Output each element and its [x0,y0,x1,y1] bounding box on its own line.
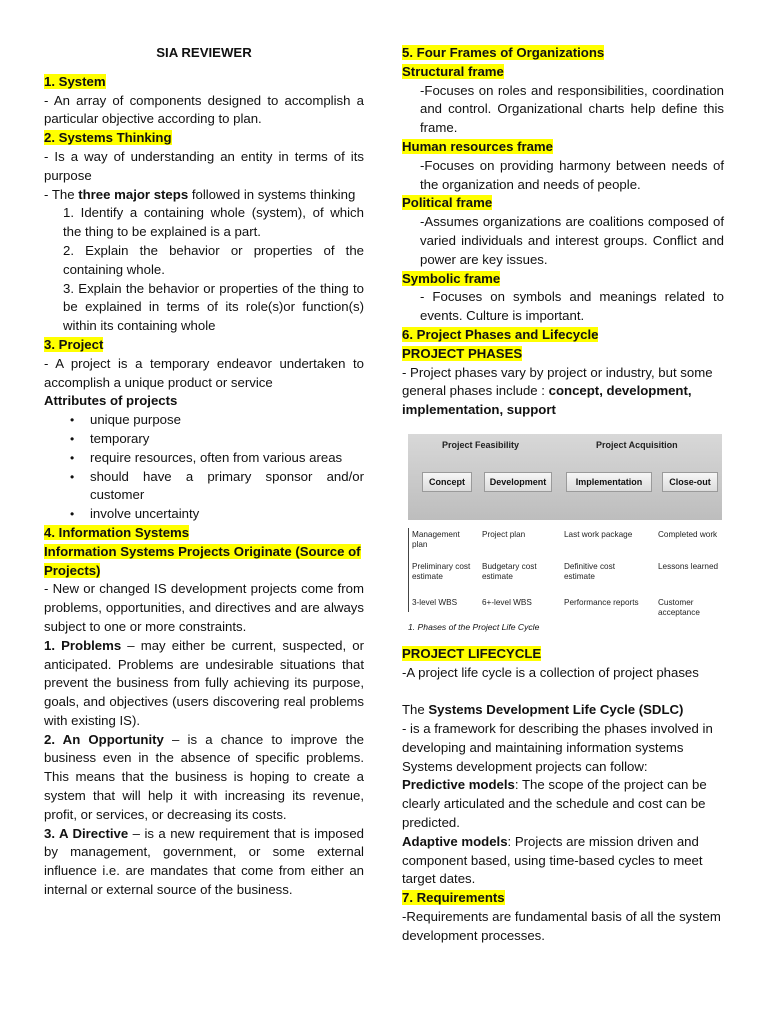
predictive-label: Predictive models [402,777,515,793]
opportunity-paragraph [44,731,364,825]
section-4-heading: 4. Information Systems [44,524,190,540]
deliverable-cell: Definitive cost estimate [564,561,615,581]
human-resources-frame-text: -Focuses on providing harmony between needs of the organization and needs of people. [420,157,724,192]
spacer [402,682,724,701]
problems-label: 1. Problems [44,637,122,653]
section-1-text: - An array of components designed to accomplish a particular objective according to plan. [44,92,364,127]
political-frame-text: -Assumes organizations are coalitions composed of varied individuals and interest groups. Conflict and power are key issues. [420,214,724,267]
sdlc-text: - is a framework for describing the phases involved in developing and maintaining information systems [402,720,713,755]
section-2-text: - Is a way of understanding an entity in terms of its purpose [44,148,364,183]
section-2-steps-intro [44,186,364,205]
step-item: 2. Explain the behavior or properties of the containing whole. [63,242,364,277]
section-5-heading: 5. Four Frames of Organizations [402,45,605,60]
steps-intro-pre: - The [44,186,79,202]
phase-box-close-out: Close-out [662,472,718,492]
phase-box-concept: Concept [422,472,472,492]
opportunity-label: 2. An Opportunity [44,731,164,747]
problems-paragraph [44,637,364,731]
step-item: 1. Identify a containing whole (system), of which the thing to be explained is a part. [63,205,364,240]
attributes-list [44,411,364,524]
deliverable-cell: Management plan [412,529,460,549]
list-item: • temporary [90,430,364,449]
project-lifecycle-text: -A project life cycle is a collection of project phases [402,664,699,680]
phases-text: - Project phases vary by project or industry, but some general phases include : [402,364,713,399]
structural-frame-text: -Focuses on roles and responsibilities, coordination and control. Organizational charts help define this frame. [420,82,724,136]
phases-list: concept, development, implementation, support [402,383,692,418]
acquisition-header: Project Acquisition [596,439,678,450]
steps-intro-post: followed in systems thinking [188,186,356,202]
deliverable-cell: Preliminary cost estimate [412,561,471,581]
directive-label: 3. A Directive [44,825,129,841]
adaptive-models-paragraph [402,833,724,889]
steps-intro-bold: three major steps [78,186,189,202]
left-column [44,44,364,900]
deliverable-cell: Last work package [564,529,633,539]
figure-caption: 1. Phases of the Project Life Cycle [408,621,540,632]
project-phases-heading: PROJECT PHASES [402,345,523,361]
directive-text: – is a new requirement that is imposed by management, government, or some external influence i.e. are mandates that come from either an internal or external source of the business. [44,825,364,898]
directive-paragraph [44,825,364,900]
section-3-text: - A project is a temporary endeavor undertaken to accomplish a unique product or service [44,355,364,390]
section-3-heading: 3. Project [44,336,104,352]
section-4-text: - New or changed IS development projects come from problems, opportunities, and directives and are always subject to one or more constraints. [44,581,364,634]
political-frame-heading: Political frame [402,195,493,211]
feasibility-header: Project Feasibility [442,439,520,450]
deliverable-cell: Customer acceptance [658,597,700,617]
sdlc-follow: Systems development projects can follow: [402,758,648,774]
predictive-text: : The scope of the project can be clearly articulated and the schedule and cost can be predicted. [402,777,707,830]
deliverable-cell: 6+-level WBS [482,597,532,607]
sdlc-line [402,701,724,720]
section-1-heading: 1. System [44,73,106,89]
list-item: • involve uncertainty [90,505,364,524]
sdlc-pre: The [402,702,429,718]
list-item: • require resources, often from various areas [90,449,364,468]
human-resources-frame-heading: Human resources frame [402,138,553,154]
opportunity-text: – is a chance to improve the business even in the absence of specific problems. This means that the business is hoping to create a system that will help it with increasing its revenue, profit, or services, or decreasing its costs. [44,731,364,822]
document-title: SIA REVIEWER [156,45,252,60]
problems-text: – may either be current, suspected, or anticipated. Problems are undesirable situations that prevent the business from fully achieving its purpose, goals, and objectives (users discovering real problems with existing IS). [44,637,365,728]
symbolic-frame-heading: Symbolic frame [402,270,501,286]
deliverable-cell: Project plan [482,529,526,539]
deliverable-cell: Completed work [658,529,718,539]
project-phases-text [402,364,724,420]
adaptive-text: : Projects are mission driven and component based, using time-based cycles to meet target dates. [402,833,703,887]
deliverable-cell: Performance reports [564,597,639,607]
attributes-heading: Attributes of projects [44,393,178,409]
section-6-heading: 6. Project Phases and Lifecycle [402,326,599,342]
step-item: 3. Explain the behavior or properties of the thing to be explained in terms of its role(s)or function(s) within its containing whole [63,280,364,334]
structural-frame-heading: Structural frame [402,63,504,79]
list-item: • unique purpose [90,411,364,430]
phase-box-implementation: Implementation [566,472,652,492]
deliverable-cell: Lessons learned [658,561,719,571]
section-7-text: -Requirements are fundamental basis of all the system development processes. [402,908,721,943]
section-2-heading: 2. Systems Thinking [44,130,172,146]
project-lifecycle-heading: PROJECT LIFECYCLE [402,645,542,661]
section-7-heading: 7. Requirements [402,890,505,906]
deliverable-cell: 3-level WBS [412,597,458,607]
section-4-subheading: Information Systems Projects Originate (Source of Projects) [44,543,361,578]
right-column [402,44,724,945]
adaptive-label: Adaptive models [402,833,508,849]
project-life-cycle-figure [402,430,724,632]
sdlc-term: Systems Development Life Cycle (SDLC) [428,702,684,718]
deliverable-cell: Budgetary cost estimate [482,561,537,581]
predictive-models-paragraph [402,776,724,832]
symbolic-frame-text: - Focuses on symbols and meanings related to events. Culture is important. [420,289,724,324]
phase-box-development: Development [484,472,552,492]
list-item: • should have a primary sponsor and/or customer [90,468,364,506]
